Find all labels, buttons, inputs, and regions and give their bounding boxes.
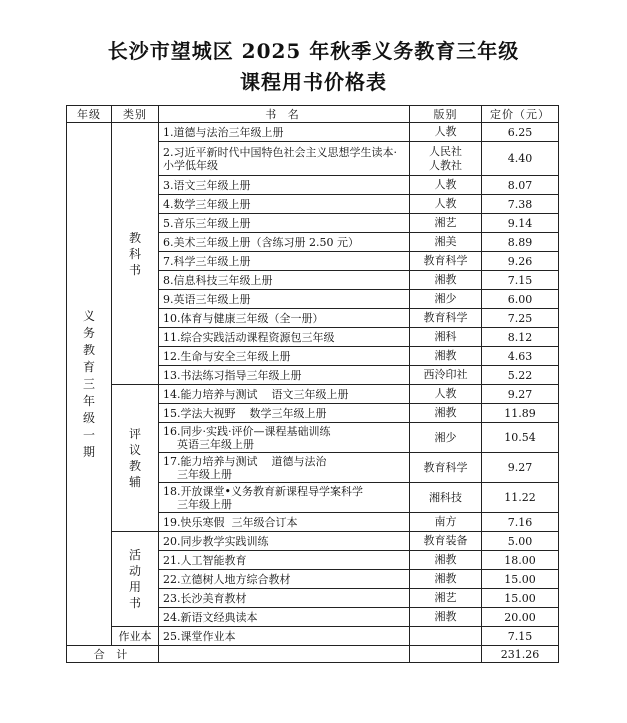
price: 9.27 <box>482 453 559 483</box>
book-title: 6.美术三年级上册（含练习册 2.50 元） <box>159 233 410 252</box>
price: 9.27 <box>482 385 559 404</box>
publisher: 人教 <box>410 195 482 214</box>
price: 6.25 <box>482 123 559 142</box>
header-book: 书 名 <box>159 106 410 123</box>
book-title: 22.立德树人地方综合教材 <box>159 570 410 589</box>
book-title: 14.能力培养与测试 语文三年级上册 <box>159 385 410 404</box>
publisher: 湘教 <box>410 551 482 570</box>
publisher: 教育科学 <box>410 309 482 328</box>
publisher: 湘科 <box>410 328 482 347</box>
price: 4.40 <box>482 142 559 176</box>
publisher: 湘教 <box>410 347 482 366</box>
header-grade: 年级 <box>67 106 112 123</box>
price: 5.00 <box>482 532 559 551</box>
book-title: 5.音乐三年级上册 <box>159 214 410 233</box>
table-row <box>67 532 559 551</box>
publisher: 湘少 <box>410 423 482 453</box>
price: 18.00 <box>482 551 559 570</box>
book-title: 4.数学三年级上册 <box>159 195 410 214</box>
publisher: 西泠印社 <box>410 366 482 385</box>
publisher: 湘教 <box>410 608 482 627</box>
price: 9.14 <box>482 214 559 233</box>
total-price: 231.26 <box>482 646 559 663</box>
total-label: 合 计 <box>67 646 159 663</box>
price: 8.89 <box>482 233 559 252</box>
price: 7.15 <box>482 627 559 646</box>
price: 8.12 <box>482 328 559 347</box>
category-cell-activity <box>112 532 159 627</box>
book-title: 17.能力培养与测试 道德与法治 三年级上册 <box>159 453 410 483</box>
price-table <box>66 105 559 663</box>
category-label: 活动用书 <box>128 548 141 610</box>
publisher: 湘教 <box>410 570 482 589</box>
table-row <box>67 123 559 142</box>
book-title: 24.新语文经典读本 <box>159 608 410 627</box>
publisher: 人民社 人教社 <box>410 142 482 176</box>
book-title: 8.信息科技三年级上册 <box>159 271 410 290</box>
total-book-cell <box>159 646 410 663</box>
book-title: 7.科学三年级上册 <box>159 252 410 271</box>
table-header-row <box>67 106 559 123</box>
category-cell-review <box>112 385 159 532</box>
book-title: 20.同步教学实践训练 <box>159 532 410 551</box>
book-title: 18.开放课堂•义务教育新课程导学案科学 三年级上册 <box>159 483 410 513</box>
publisher: 湘教 <box>410 271 482 290</box>
book-title: 19.快乐寒假 三年级合订本 <box>159 513 410 532</box>
price: 7.38 <box>482 195 559 214</box>
publisher: 教育科学 <box>410 252 482 271</box>
book-title: 2.习近平新时代中国特色社会主义思想学生读本·小学低年级 <box>159 142 410 176</box>
total-publisher-cell <box>410 646 482 663</box>
price: 4.63 <box>482 347 559 366</box>
price: 15.00 <box>482 570 559 589</box>
book-title: 21.人工智能教育 <box>159 551 410 570</box>
table-row <box>67 385 559 404</box>
page-subtitle: 课程用书价格表 <box>240 70 387 94</box>
book-title: 12.生命与安全三年级上册 <box>159 347 410 366</box>
book-title: 23.长沙美育教材 <box>159 589 410 608</box>
grade-cell <box>67 123 112 646</box>
book-title: 13.书法练习指导三年级上册 <box>159 366 410 385</box>
book-title: 1.道德与法治三年级上册 <box>159 123 410 142</box>
publisher: 湘美 <box>410 233 482 252</box>
header-price: 定价（元） <box>482 106 559 123</box>
publisher: 人教 <box>410 176 482 195</box>
price: 9.26 <box>482 252 559 271</box>
publisher: 湘艺 <box>410 214 482 233</box>
price: 20.00 <box>482 608 559 627</box>
category-cell-textbook <box>112 123 159 385</box>
price: 15.00 <box>482 589 559 608</box>
grade-label: 义务教育三年级一期 <box>82 308 95 459</box>
price: 7.15 <box>482 271 559 290</box>
price: 8.07 <box>482 176 559 195</box>
price: 6.00 <box>482 290 559 309</box>
book-title: 11.综合实践活动课程资源包三年级 <box>159 328 410 347</box>
book-title: 10.体育与健康三年级（全一册） <box>159 309 410 328</box>
publisher: 湘少 <box>410 290 482 309</box>
price: 11.89 <box>482 404 559 423</box>
publisher: 人教 <box>410 385 482 404</box>
category-label: 作业本 <box>118 629 152 643</box>
header-publisher: 版别 <box>410 106 482 123</box>
price: 7.25 <box>482 309 559 328</box>
total-row <box>67 646 559 663</box>
publisher: 湘科技 <box>410 483 482 513</box>
header-category: 类别 <box>112 106 159 123</box>
publisher: 人教 <box>410 123 482 142</box>
price: 7.16 <box>482 513 559 532</box>
publisher: 教育科学 <box>410 453 482 483</box>
publisher: 南方 <box>410 513 482 532</box>
book-title: 15.学法大视野 数学三年级上册 <box>159 404 410 423</box>
publisher: 湘教 <box>410 404 482 423</box>
category-label: 评议教辅 <box>128 427 141 489</box>
book-title: 16.同步·实践·评价—课程基础训练 英语三年级上册 <box>159 423 410 453</box>
price: 5.22 <box>482 366 559 385</box>
book-title: 25.课堂作业本 <box>159 627 410 646</box>
book-title: 9.英语三年级上册 <box>159 290 410 309</box>
category-label: 教科书 <box>128 230 141 277</box>
price: 11.22 <box>482 483 559 513</box>
table-row <box>67 627 559 646</box>
publisher: 湘艺 <box>410 589 482 608</box>
page-title: 长沙市望城区 2025 年秋季义务教育三年级 <box>107 39 520 63</box>
publisher: 教育装备 <box>410 532 482 551</box>
category-cell-homework <box>112 627 159 646</box>
book-title: 3.语文三年级上册 <box>159 176 410 195</box>
publisher <box>410 627 482 646</box>
price: 10.54 <box>482 423 559 453</box>
